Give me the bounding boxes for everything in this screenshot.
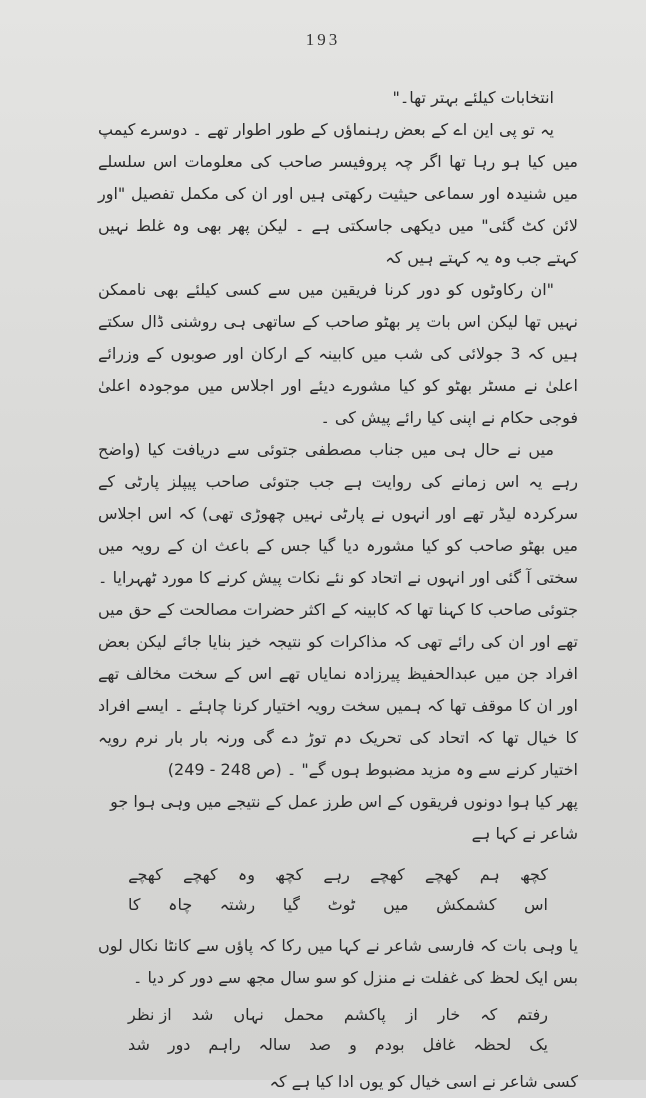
verse-word: اس bbox=[524, 895, 548, 914]
verse-word: لحظہ bbox=[473, 1035, 512, 1054]
paragraph-intro-verse: پھر کیا ہوا دونوں فریقوں کے اس طرز عمل کے نتیجے میں وہی ہوا جو شاعر نے کہا ہے bbox=[110, 792, 578, 843]
verse-word: بودم bbox=[374, 1035, 405, 1054]
verse-word: ہم bbox=[479, 865, 500, 884]
final-line: کسی شاعر نے اسی خیال کو یوں ادا کیا ہے کہ bbox=[269, 1072, 578, 1091]
paragraph-persian-intro: یا وہی بات کہ فارسی شاعر نے کہا میں رکا کہ پاؤں سے کانٹا نکال لوں بس ایک لحظ کی غفلت نے منزل کو سو سال مجھ سے دور کر دیا ۔ bbox=[98, 936, 578, 987]
verse-word: کچھ bbox=[275, 865, 304, 884]
page-body bbox=[98, 82, 578, 1098]
verse-word: کھچے bbox=[182, 865, 218, 884]
verse-word: کھچے bbox=[369, 865, 405, 884]
paragraph-jatoi: میں نے حال ہی میں جناب مصطفی جتوئی سے دریافت کیا (واضح رہے یہ اس زمانے کی روایت ہے جب جتوئی صاحب پیپلز پارٹی کے سرکردہ لیڈر تھے اور انہوں نے پارٹی نہیں چھوڑی تھی) کہ اس اجلاس میں بھٹو صاحب کو کیا مشورہ دیا گیا جس کے باعث ان کے رویہ میں سختی آ گئی اور انہوں نے اتحاد کو نئے نکات پیش کرنے کا مورد ٹھہرایا ۔ جتوئی صاحب کا کہنا تھا کہ کابینہ کے اکثر حضرات مصالحت کے حق میں تھے اور ان کی رائے تھی کہ مذاکرات کو نتیجہ خیز بنایا جائے لیکن بعض افراد جن میں عبدالحفیظ پیرزادہ نمایاں تھے اس کے سخت مخالف تھے اور ان کا موقف تھا کہ ہمیں سخت رویہ اختیار کرنا چاہئے ۔ ایسے افراد کا خیال تھا کہ اتحاد کی تحریک دم توڑ دے گی ورنہ بار بار نرم رویہ اختیار کرنے سے وہ مزید مضبوط ہوں گے" ۔ (ص 248 - 249) bbox=[98, 440, 578, 779]
verse-word: غافل bbox=[422, 1035, 456, 1054]
verse-word: از نظر bbox=[128, 1005, 172, 1024]
verse-word: پاکشم bbox=[343, 1005, 386, 1024]
verse-word: کہ bbox=[480, 1005, 498, 1024]
couplet-line-2 bbox=[128, 890, 548, 920]
paragraph-1: یہ تو پی این اے کے بعض رہنماؤں کے طور اطوار تھے ۔ دوسرے کیمپ میں کیا ہو رہا تھا اگر چہ پروفیسر صاحب کی معلومات اس سلسلے میں شنیدہ اور سماعی حیثیت رکھتی ہیں اور ان کی مکمل تفصیل "اور لائن کٹ گئی" میں دیکھی جاسکتی ہے ۔ لیکن پھر بھی وہ غلط نہیں کہتے جب وہ یہ کہتے ہیں کہ bbox=[98, 120, 578, 267]
verse-word: شد bbox=[128, 1035, 150, 1054]
verse-word: گیا bbox=[282, 895, 301, 914]
verse-word: ٹوٹ bbox=[327, 895, 356, 914]
verse-word: یک bbox=[529, 1035, 548, 1054]
verse-word: رہے bbox=[323, 865, 350, 884]
verse-word: کھچے bbox=[128, 865, 163, 884]
persian-couplet bbox=[98, 1000, 578, 1060]
urdu-couplet bbox=[98, 860, 578, 920]
persian-line-2 bbox=[128, 1030, 548, 1060]
persian-line-1 bbox=[128, 1000, 548, 1030]
verse-word: کا bbox=[128, 895, 141, 914]
verse-word: محمل bbox=[283, 1005, 324, 1024]
verse-word: کھچے bbox=[424, 865, 460, 884]
verse-word: نہاں bbox=[233, 1005, 264, 1024]
verse-word: میں bbox=[382, 895, 409, 914]
verse-word: راہم bbox=[208, 1035, 241, 1054]
couplet-line-1 bbox=[128, 860, 548, 890]
page-number: 193 bbox=[305, 30, 341, 49]
verse-word: رشتہ bbox=[219, 895, 256, 914]
verse-word: چاہ bbox=[168, 895, 193, 914]
verse-word: خار bbox=[437, 1005, 461, 1024]
verse-word: کچھ bbox=[519, 865, 548, 884]
verse-word: سالہ bbox=[258, 1035, 292, 1054]
verse-word: از bbox=[405, 1005, 418, 1024]
verse-word: و bbox=[349, 1035, 357, 1054]
quote-close-line: انتخابات کیلئے بہتر تھا۔" bbox=[392, 88, 554, 107]
verse-word: کشمکش bbox=[436, 895, 497, 914]
verse-word: دور bbox=[167, 1035, 191, 1054]
verse-word: صد bbox=[309, 1035, 332, 1054]
verse-word: رفتم bbox=[517, 1005, 548, 1024]
verse-word: وہ bbox=[237, 865, 255, 884]
paragraph-quote: "ان رکاوٹوں کو دور کرنا فریقین میں سے کسی کیلئے بھی ناممکن نہیں تھا لیکن اس بات پر بھٹو صاحب کے ساتھی ہی روشنی ڈال سکتے ہیں کہ 3 جولائی کی شب میں کابینہ کے ارکان اور صوبوں کے وزرائے اعلیٰ نے مسٹر بھٹو کو کیا مشورے دیئے اور اجلاس میں موجودہ اعلیٰ فوجی حکام نے اپنی کیا رائے پیش کی ۔ bbox=[98, 280, 578, 427]
verse-word: شد bbox=[191, 1005, 214, 1024]
